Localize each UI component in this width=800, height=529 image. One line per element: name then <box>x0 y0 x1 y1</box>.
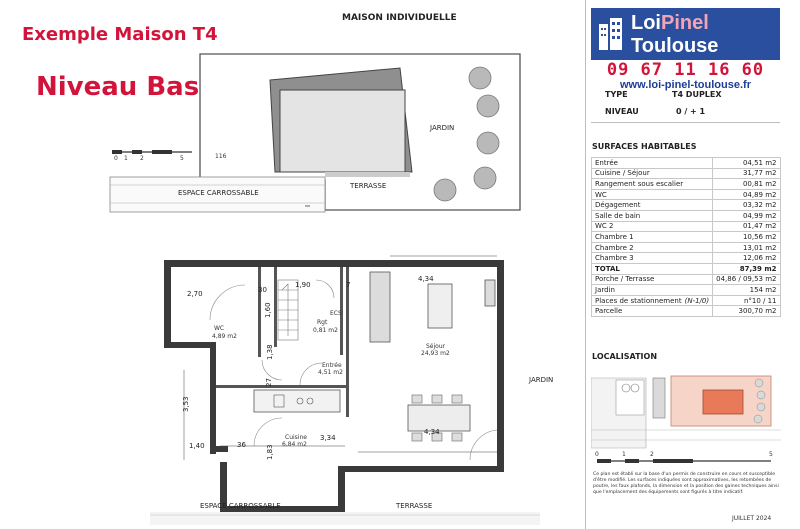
surface-label: TOTAL <box>595 264 620 273</box>
surface-label: Rangement sous escalier <box>595 179 684 188</box>
dim-140: 1,40 <box>189 442 205 450</box>
surface-extra-row <box>592 274 781 285</box>
surface-label: Entrée <box>595 158 618 167</box>
surface-value: 154 m2 <box>713 285 780 296</box>
surface-row <box>592 158 781 169</box>
room-ecs: ECS <box>330 310 342 317</box>
surface-value: 13,01 m2 <box>713 242 780 253</box>
surfaces-title: SURFACES HABITABLES <box>592 142 697 151</box>
surface-row <box>592 189 781 200</box>
surface-value: 31,77 m2 <box>713 168 780 179</box>
surface-total-row <box>592 263 781 274</box>
floor-plan <box>150 250 540 525</box>
surface-value: 87,39 m2 <box>713 263 780 274</box>
dim-7: 7 <box>346 281 351 289</box>
surface-row <box>592 179 781 190</box>
location-map <box>591 368 781 453</box>
disclaimer-text: Ce plan est établi sur la base d'un permis de construire en cours et susceptible d'être modifié. Les surfaces indiquées sont approximatives, les retombées de poutre, les faux plafonds, la dimension et la position des gaines techniques ainsi que l'emplacement des équipements sont figurés à titre indicatif. <box>593 472 779 496</box>
surface-row <box>592 253 781 264</box>
surface-value: 12,06 m2 <box>713 253 780 264</box>
surface-value: 04,86 / 09,53 m2 <box>713 274 780 285</box>
surface-label: Chambre 1 <box>595 232 634 241</box>
phone-number[interactable]: 09 67 11 16 60 <box>606 60 765 80</box>
room-sejour: Séjour <box>426 343 446 350</box>
brand-logo <box>591 8 780 60</box>
surface-label-note: (N-1/0) <box>684 296 710 305</box>
level-value: 0 / + 1 <box>676 107 706 116</box>
surface-extra-row <box>592 306 781 317</box>
surface-value: 04,51 m2 <box>713 158 780 169</box>
surface-label: Jardin <box>595 285 615 294</box>
surface-label: Places de stationnement <box>595 296 682 305</box>
plan-title: MAISON INDIVIDUELLE <box>342 13 457 23</box>
surface-row <box>592 168 781 179</box>
room-rgt: Rgt <box>317 319 328 326</box>
surface-value: 04,99 m2 <box>713 210 780 221</box>
surface-row <box>592 200 781 211</box>
dim-270: 2,70 <box>187 290 203 298</box>
building-icon <box>597 16 625 52</box>
room-rgt-area: 0,81 m2 <box>313 327 338 334</box>
surface-label: WC 2 <box>595 222 614 231</box>
example-title: Exemple Maison T4 <box>22 24 218 45</box>
floor-driveway-label: ESPACE CARROSSABLE <box>200 502 281 510</box>
dim-183: 1,83 <box>266 444 274 460</box>
surface-extra-row <box>592 285 781 296</box>
loc-scale-1: 1 <box>622 451 626 458</box>
site-driveway-label: ESPACE CARROSSABLE <box>178 189 259 197</box>
plan-date: JUILLET 2024 <box>732 515 772 522</box>
level-title: Niveau Bas <box>36 72 200 102</box>
dim-138: 1,38 <box>266 344 274 360</box>
dim-36: 36 <box>237 441 246 449</box>
surface-label: Cuisine / Séjour <box>595 169 650 178</box>
dim-160: 1,60 <box>264 302 272 318</box>
logo-word-toulouse: Toulouse <box>631 35 719 57</box>
dim-353: 3,53 <box>182 396 190 412</box>
floor-garden-label: JARDIN <box>529 376 554 384</box>
room-entree-area: 4,51 m2 <box>318 369 343 376</box>
surface-value: 300,70 m2 <box>713 306 780 317</box>
room-wc-area: 4,89 m2 <box>212 333 237 340</box>
site-scale-5: 5 <box>180 155 184 162</box>
dim-190: 1,90 <box>295 281 311 289</box>
surface-label: Porche / Terrasse <box>595 275 655 284</box>
surface-label: WC <box>595 190 607 199</box>
surface-value: 10,56 m2 <box>713 232 780 243</box>
room-cuisine: Cuisine <box>285 434 307 441</box>
surface-extra-row <box>592 295 781 306</box>
room-entree: Entrée <box>322 362 342 369</box>
dim-434-top: 4,34 <box>418 275 434 283</box>
logo-word-loi: Loi <box>631 12 661 34</box>
surface-label: Chambre 3 <box>595 254 634 263</box>
surface-label: Dégagement <box>595 201 641 210</box>
room-sejour-area: 24,93 m2 <box>421 350 450 357</box>
surface-value: 04,89 m2 <box>713 189 780 200</box>
surface-label: Salle de bain <box>595 211 641 220</box>
tree-group <box>434 67 499 201</box>
floor-terrace-label: TERRASSE <box>396 502 433 510</box>
site-scale-0: 0 <box>114 155 118 162</box>
room-wc: WC <box>214 325 225 332</box>
website-link[interactable]: www.loi-pinel-toulouse.fr <box>620 79 751 91</box>
surface-label: Chambre 2 <box>595 243 634 252</box>
dim-30: 30 <box>258 286 267 294</box>
surface-row <box>592 232 781 243</box>
surface-row <box>592 221 781 232</box>
type-label: TYPE <box>605 90 628 99</box>
loc-scale-0: 0 <box>595 451 599 458</box>
surfaces-table <box>591 157 781 317</box>
surface-row <box>592 210 781 221</box>
type-value: T4 DUPLEX <box>672 90 722 99</box>
localisation-title: LOCALISATION <box>592 352 658 361</box>
dim-434-bottom: 4,34 <box>424 428 440 436</box>
loc-scale-5: 5 <box>769 451 773 458</box>
surface-value: 01,47 m2 <box>713 221 780 232</box>
site-scale-1: 1 <box>124 155 128 162</box>
surface-row <box>592 242 781 253</box>
surface-value: 03,32 m2 <box>713 200 780 211</box>
dim-27: 27 <box>265 378 273 387</box>
site-plan <box>100 40 530 230</box>
site-garden-label: JARDIN <box>430 124 455 132</box>
dim-334: 3,34 <box>320 434 336 442</box>
logo-word-pinel: Pinel <box>661 12 709 34</box>
site-terrace-label: TERRASSE <box>350 182 387 190</box>
surface-value: n°10 / 11 <box>713 295 780 306</box>
level-label: NIVEAU <box>605 107 639 116</box>
site-number: 116 <box>215 153 227 160</box>
surface-value: 00,81 m2 <box>713 179 780 190</box>
loc-scale-2: 2 <box>650 451 654 458</box>
room-cuisine-area: 6,84 m2 <box>282 441 307 448</box>
surface-label: Parcelle <box>595 307 623 316</box>
site-scale-2: 2 <box>140 155 144 162</box>
